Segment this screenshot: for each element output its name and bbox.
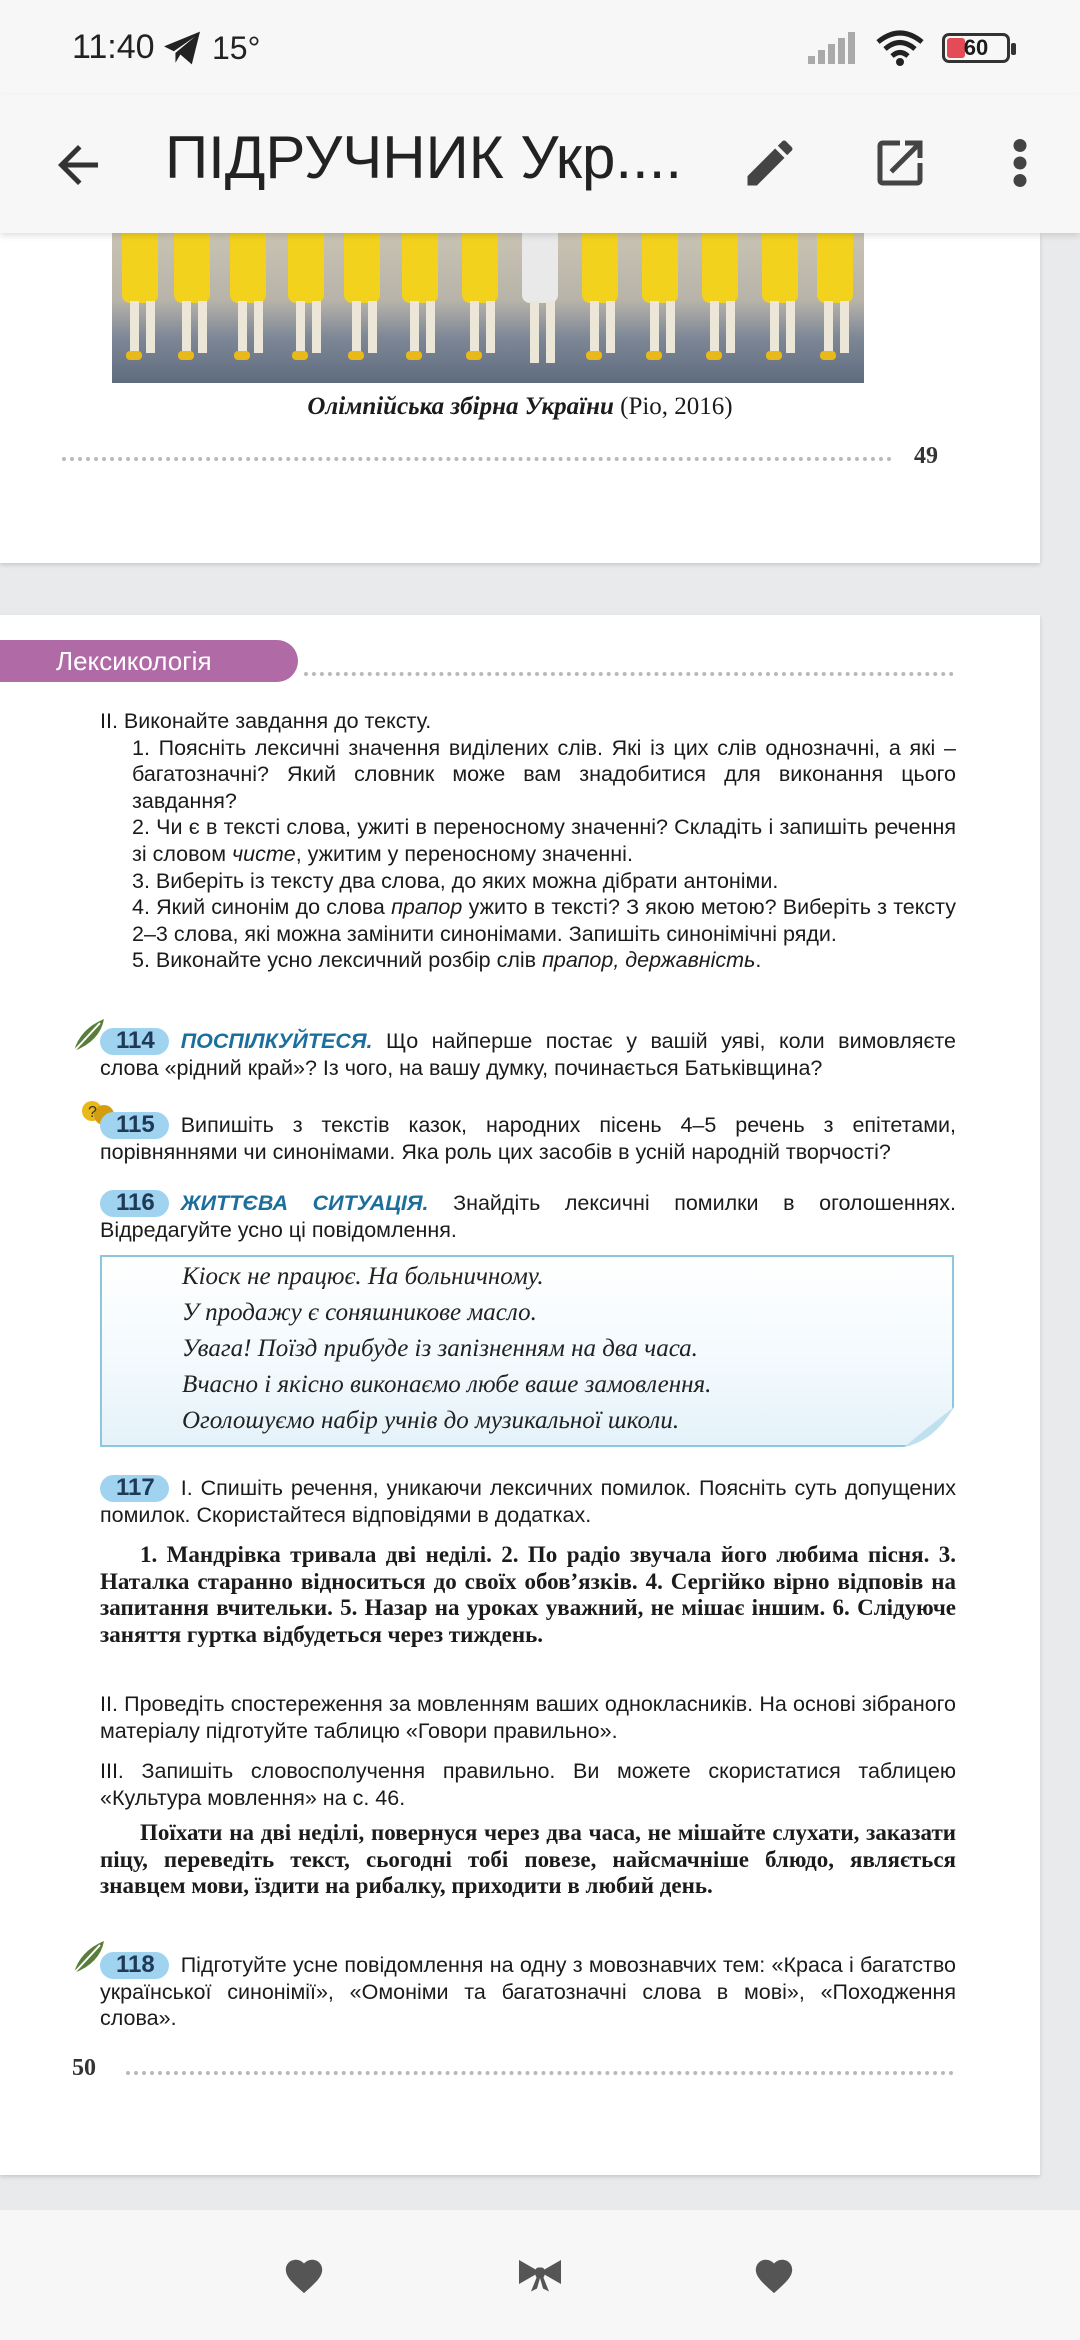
exercise-118-text: Підготуйте усне повідомлення на одну з мовознавчих тем: «Краса і багатство української синонімії», «Омоніми та багатозначні слова в мові», «Походження слова». bbox=[100, 1953, 956, 2031]
exercise-number-114: 114 bbox=[100, 1028, 169, 1055]
exercise-114 bbox=[100, 1028, 956, 1081]
svg-text:?: ? bbox=[88, 1104, 97, 1121]
exercise-117-part-1 bbox=[100, 1475, 956, 1528]
dotted-rule bbox=[126, 2071, 954, 2075]
exercise-116-text: Знайдіть лексичні помилки в оголошеннях. Відредагуйте усно ці повідомлення. bbox=[100, 1191, 956, 1242]
status-bar bbox=[0, 0, 1080, 95]
notice-box bbox=[100, 1255, 954, 1447]
exercise-114-text: Що найперше постає у вашій уяві, коли вимовляєте слова «рідний край»? Із чого, на вашу думку, починається Батьківщина? bbox=[100, 1029, 956, 1080]
exercise-number-116: 116 bbox=[100, 1190, 169, 1217]
exercise-115-text: Випишіть з текстів казок, народних пісень 4–5 речень з епітетами, порівняннями чи синонімами. Яка роль цих засобів в усній народній творчості? bbox=[100, 1113, 956, 1164]
battery-level: 60 bbox=[963, 35, 989, 60]
task-2-item-2: 2. Чи є в тексті слова, ужиті в переносному значенні? Складіть і запишіть речення зі словом чисте, ужитим у переносному значенні. bbox=[132, 815, 956, 866]
status-time: 11:40 bbox=[72, 28, 155, 66]
exercise-115 bbox=[100, 1112, 956, 1165]
heart-icon[interactable] bbox=[282, 2255, 326, 2295]
heart-icon[interactable] bbox=[752, 2255, 796, 2295]
exercise-117-part-2: ІІ. Проведіть спостереження за мовленням ваших однокласників. На основі зібраного матеріалу підготуйте таблицю «Говори правильно». bbox=[100, 1692, 956, 1743]
edit-pencil-icon[interactable] bbox=[740, 133, 800, 193]
task-2-item-3: 3. Виберіть із тексту два слова, до яких можна дібрати антоніми. bbox=[132, 868, 779, 893]
exercise-117-phrases: Поїхати на дві неділі, повернуся через два часа, не мішайте слухати, заказати піцу, переведіть текст, сьогодні тобі повезе, найсмачніше блюдо, являється знавцем мови, їздити на рибалку, приходити в любий день. bbox=[100, 1820, 956, 1899]
document-title: ПІДРУЧНИК Укр.... bbox=[165, 124, 683, 191]
status-temperature: 15° bbox=[212, 30, 261, 66]
dotted-rule bbox=[62, 457, 892, 461]
exercise-117-part-1-text: І. Спишіть речення, уникаючи лексичних помилок. Поясніть суть допущених помилок. Скористайтеся відповідями в додатках. bbox=[100, 1476, 956, 1527]
signal-icon bbox=[808, 32, 858, 64]
caption-italic: Олімпійська збірна України bbox=[307, 393, 614, 420]
page-50 bbox=[0, 615, 1040, 2175]
wifi-icon bbox=[876, 30, 924, 66]
exercise-number-117: 117 bbox=[100, 1475, 169, 1502]
exercise-number-115: 115 bbox=[100, 1112, 169, 1139]
task-2-item-5: 5. Виконайте усно лексичний розбір слів прапор, державність. bbox=[132, 948, 762, 973]
exercise-114-keyword: ПОСПІЛКУЙТЕСЯ. bbox=[180, 1029, 373, 1053]
exercise-116-keyword: ЖИТТЄВА СИТУАЦІЯ. bbox=[180, 1191, 429, 1215]
app-bar bbox=[0, 95, 1080, 233]
notice-line: Кіоск не працює. На больничному. bbox=[182, 1263, 544, 1290]
notice-line: Вчасно і якісно виконаємо любе ваше замовлення. bbox=[182, 1371, 712, 1398]
bow-icon[interactable] bbox=[516, 2255, 564, 2295]
exercise-116 bbox=[100, 1190, 956, 1243]
caption-rest: (Ріо, 2016) bbox=[613, 393, 733, 420]
dotted-rule bbox=[304, 672, 954, 676]
exercise-117-sentences: 1. Мандрівка тривала дві неділі. 2. По радіо звучала його любима пісня. 3. Наталка старанно відноситься до своїх обов’язків. 4. Сергійко вірно відповів на запитання вчительки. 5. Назар на уроках уважний, не мішає іншим. 6. Слідуюче заняття гуртка відбудеться через тиждень. bbox=[100, 1542, 956, 1647]
open-external-icon[interactable] bbox=[870, 133, 930, 193]
photo-caption bbox=[0, 393, 1040, 421]
task-2-item-4: 4. Який синонім до слова прапор ужито в тексті? З якою метою? Виберіть з тексту 2–3 слова, які можна замінити синонімами. Запишіть синонімічні ряди. bbox=[132, 895, 956, 946]
notice-line: Оголошуємо набір учнів до музикальної школи. bbox=[182, 1407, 680, 1434]
page-49 bbox=[0, 233, 1040, 563]
section-label: Лексикологія bbox=[0, 640, 298, 682]
task-2-heading: ІІ. Виконайте завдання до тексту. bbox=[100, 709, 432, 733]
notice-line: Увага! Поїзд прибуде із запізненням на два часа. bbox=[182, 1335, 698, 1362]
bottom-navigation bbox=[0, 2210, 1080, 2340]
exercise-number-118: 118 bbox=[100, 1952, 169, 1979]
page-curl-icon bbox=[904, 1407, 954, 1447]
telegram-icon bbox=[162, 30, 202, 66]
page-number-50: 50 bbox=[72, 2055, 96, 2081]
page-number-49: 49 bbox=[914, 443, 938, 469]
notice-line: У продажу є соняшникове масло. bbox=[182, 1299, 537, 1326]
battery-indicator bbox=[942, 33, 1010, 63]
olympic-team-photo bbox=[112, 233, 864, 383]
task-2-item-1: 1. Поясніть лексичні значення виділених слів. Які із цих слів однозначні, а які – багатозначні? Який словник може вам знадобитися для виконання цього завдання? bbox=[132, 735, 956, 813]
task-2-block bbox=[100, 708, 956, 974]
more-vert-icon[interactable] bbox=[1000, 133, 1040, 193]
back-arrow-icon[interactable] bbox=[48, 135, 108, 195]
exercise-118 bbox=[100, 1952, 956, 2032]
exercise-117-part-3: ІІІ. Запишіть словосполучення правильно. Ви можете скористатися таблицею «Культура мовлення» на с. 46. bbox=[100, 1759, 956, 1810]
